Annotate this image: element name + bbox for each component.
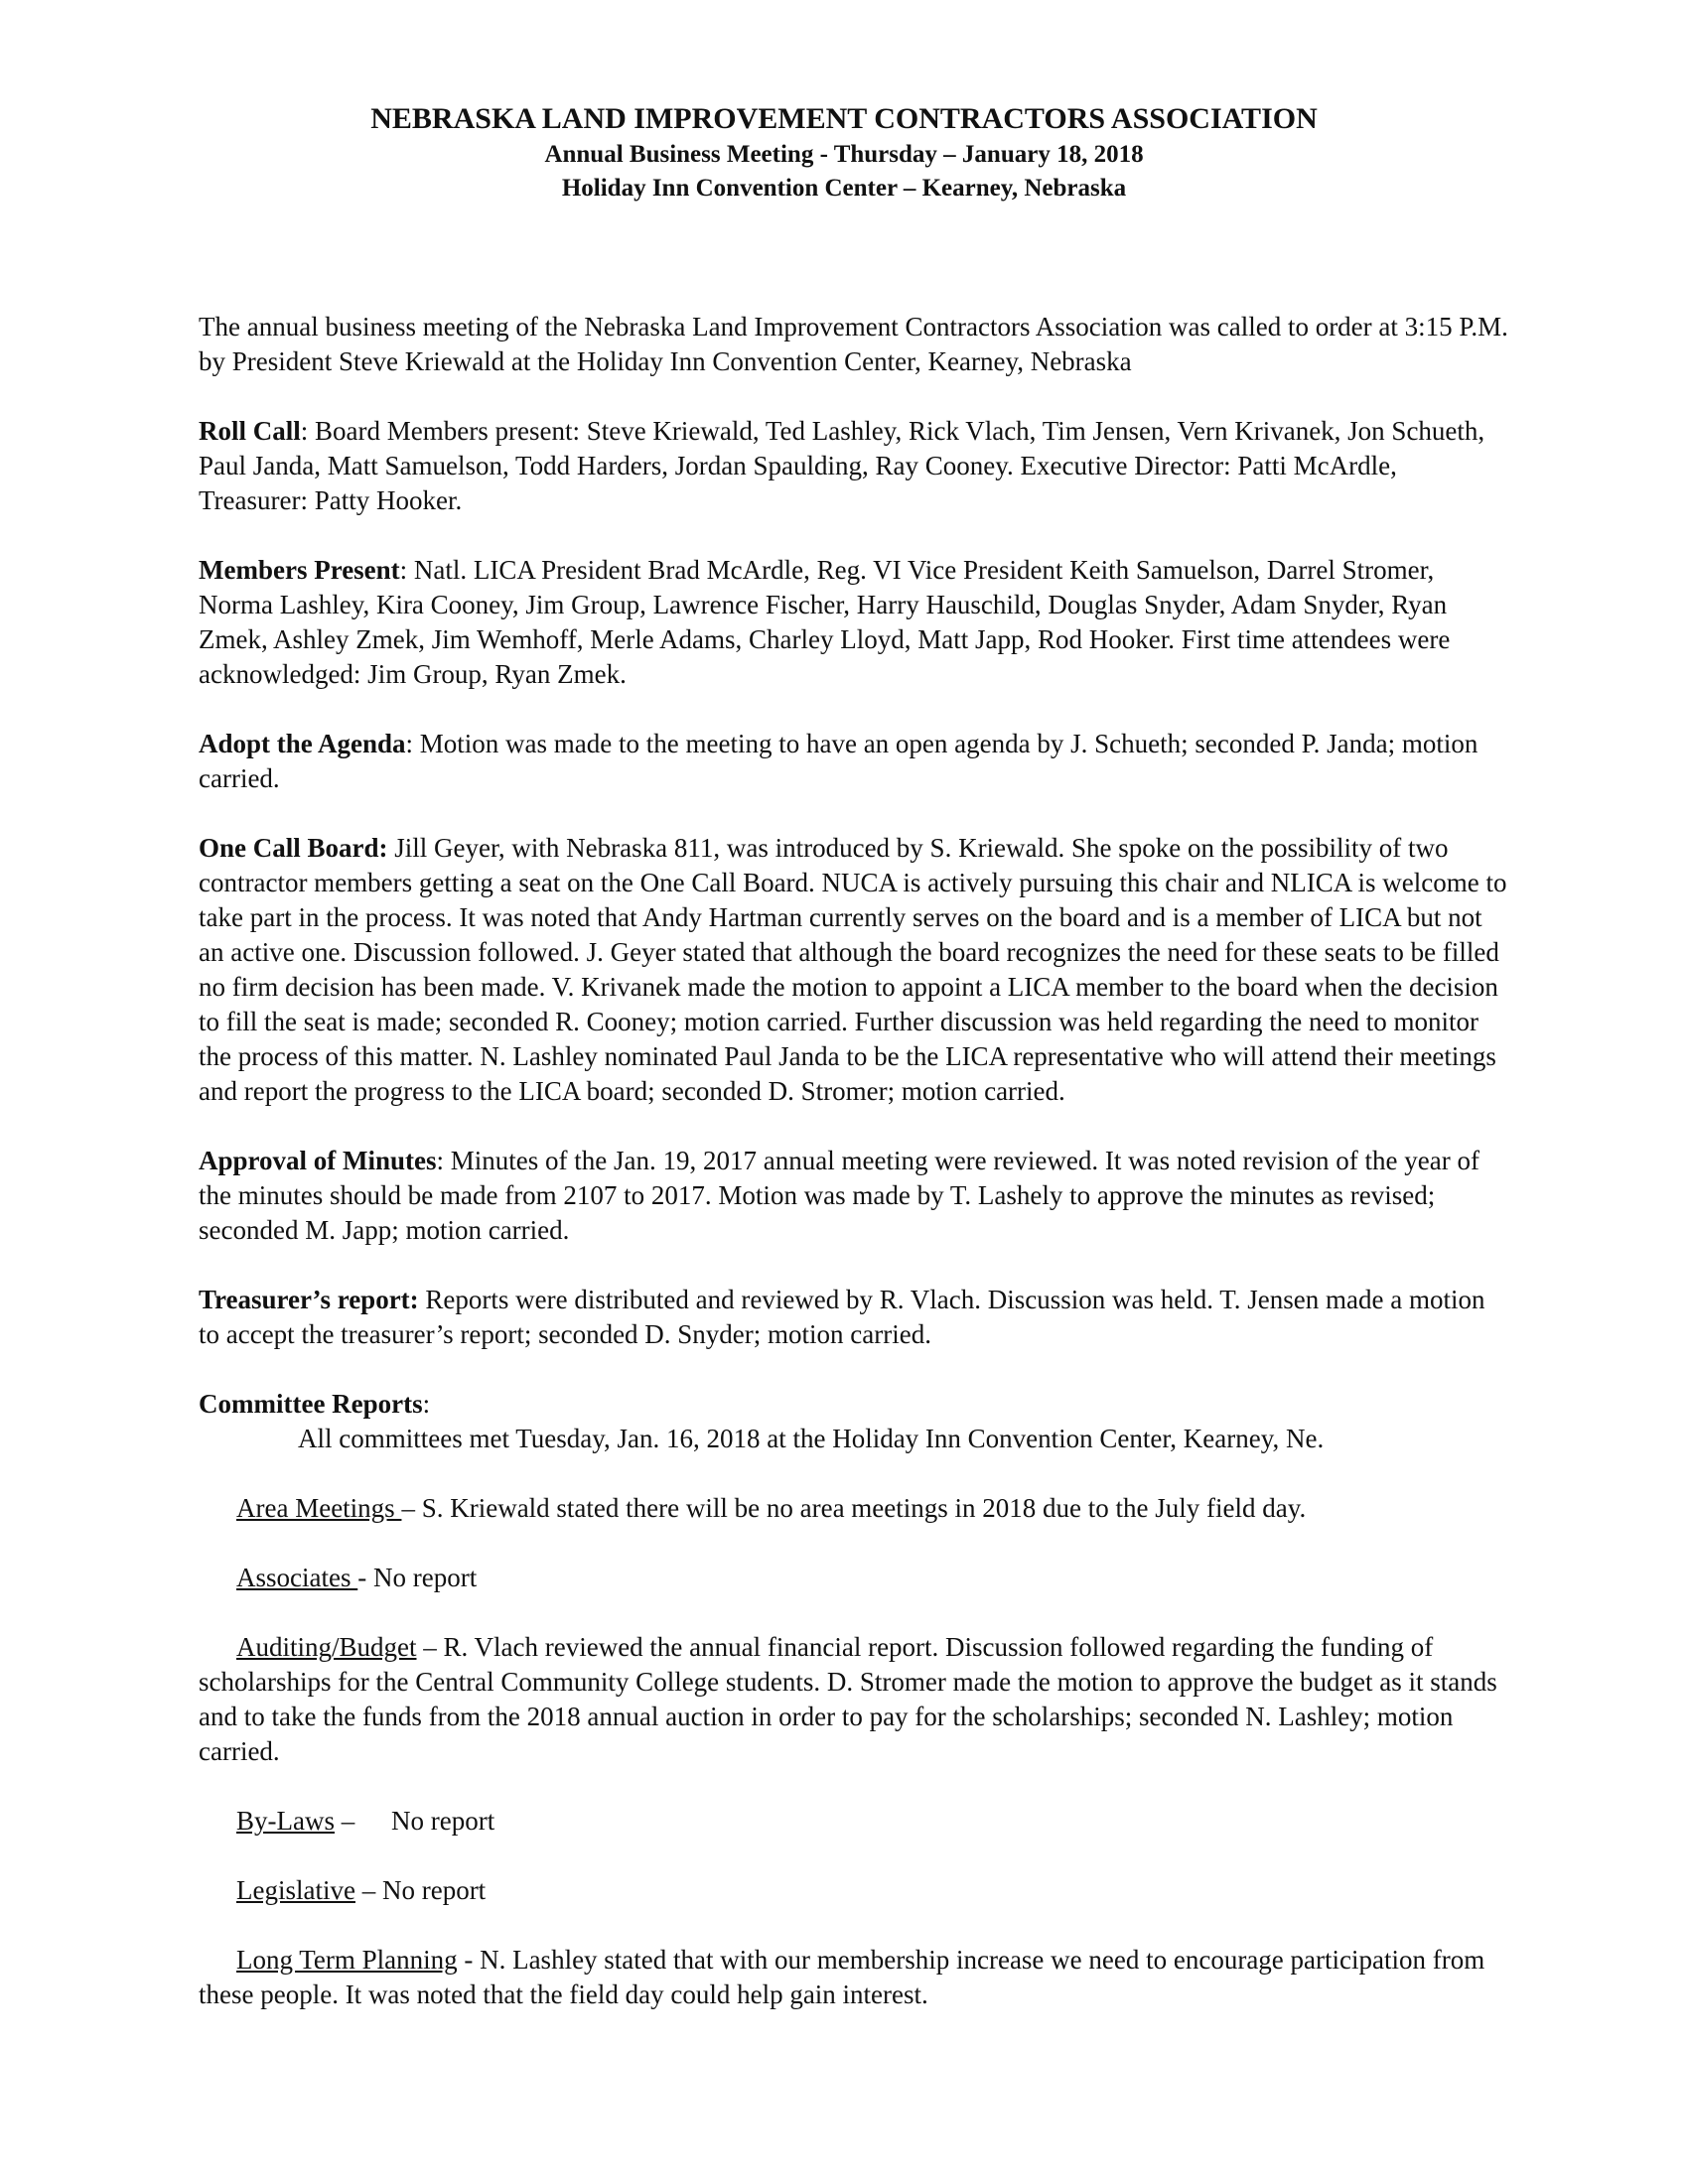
adopt-agenda-paragraph: [199, 727, 1509, 796]
area-meetings-paragraph: [199, 1491, 1509, 1526]
bylaws-text: No report: [390, 1806, 495, 1836]
legislative-label: Legislative: [236, 1875, 355, 1905]
associates-text: - No report: [357, 1563, 478, 1592]
roll-call-text: : Board Members present: Steve Kriewald, Ted Lashley, Rick Vlach, Tim Jensen, Vern Krivanek, Jon Schueth, Paul Janda, Matt Samuelson, Todd Harders, Jordan Spaulding, Ray Cooney. Executive Director: Patti McArdle, Treasurer: Patty Hooker.: [199, 416, 1485, 515]
one-call-text: Jill Geyer, with Nebraska 811, was introduced by S. Kriewald. She spoke on the possibility of two contractor members getting a seat on the One Call Board. NUCA is actively pursuing this chair and NLICA is welcome to take part in the process. It was noted that Andy Hartman currently serves on the board and is a member of LICA but not an active one. Discussion followed. J. Geyer stated that although the board recognizes the need for these seats to be filled no firm decision has been made. V. Krivanek made the motion to appoint a LICA member to the board when the decision to fill the seat is made; seconded R. Cooney; motion carried. Further discussion was held regarding the need to monitor the process of this matter. N. Lashley nominated Paul Janda to be the LICA representative who will attend their meetings and report the progress to the LICA board; seconded D. Stromer; motion carried.: [199, 833, 1507, 1106]
meeting-location: Holiday Inn Convention Center – Kearney, Nebraska: [561, 175, 1127, 202]
organization-title: NEBRASKA LAND IMPROVEMENT CONTRACTORS ASSOCIATION: [370, 102, 1318, 135]
minutes-body: [199, 310, 1509, 2047]
auditing-text: – R. Vlach reviewed the annual financial report. Discussion followed regarding the funding of scholarships for the Central Community College students. D. Stromer made the motion to approve the budget as it stands and to take the funds from the 2018 annual auction in order to pay for the scholarships; seconded N. Lashley; motion carried.: [199, 1632, 1497, 1766]
approval-minutes-label: Approval of Minutes: [199, 1146, 437, 1175]
members-present-label: Members Present: [199, 555, 400, 585]
committee-reports-label: Committee Reports: [199, 1389, 423, 1419]
associates-label: Associates: [236, 1563, 358, 1592]
legislative-text: – No report: [354, 1875, 487, 1905]
meeting-title: Annual Business Meeting - Thursday – January 18, 2018: [544, 141, 1144, 168]
document-header: [0, 100, 1688, 205]
approval-minutes-paragraph: [199, 1144, 1509, 1248]
committee-reports-colon: :: [422, 1389, 431, 1419]
adopt-agenda-text: : Motion was made to the meeting to have an open agenda by J. Schueth; seconded P. Janda; motion carried.: [199, 729, 1478, 793]
one-call-paragraph: [199, 831, 1509, 1109]
area-meetings-text: – S. Kriewald stated there will be no area meetings in 2018 due to the July field day.: [401, 1493, 1307, 1523]
approval-minutes-text: : Minutes of the Jan. 19, 2017 annual meeting were reviewed. It was noted revision of the year of the minutes should be made from 2107 to 2017. Motion was made by T. Lashely to approve the minutes as revised; seconded M. Japp; motion carried.: [199, 1146, 1479, 1245]
roll-call-label: Roll Call: [199, 416, 301, 446]
bylaws-paragraph: [199, 1804, 1509, 1839]
treasurer-paragraph: [199, 1283, 1509, 1352]
members-present-paragraph: [199, 553, 1509, 692]
bylaws-label: By-Laws: [236, 1806, 335, 1836]
treasurer-text: Reports were distributed and reviewed by R. Vlach. Discussion was held. T. Jensen made a motion to accept the treasurer’s report; seconded D. Snyder; motion carried.: [199, 1285, 1485, 1349]
roll-call-paragraph: [199, 414, 1509, 518]
bylaws-dash: –: [334, 1806, 361, 1836]
one-call-label: One Call Board:: [199, 833, 388, 863]
committee-reports-paragraph: [199, 1387, 1509, 1456]
associates-paragraph: [199, 1561, 1509, 1595]
intro-paragraph: The annual business meeting of the Nebraska Land Improvement Contractors Association was called to order at 3:15 P.M. by President Steve Kriewald at the Holiday Inn Convention Center, Kearney, Nebraska: [199, 312, 1508, 376]
long-term-planning-text: - N. Lashley stated that with our membership increase we need to encourage participation from these people. It was noted that the field day could help gain interest.: [199, 1945, 1485, 2009]
auditing-paragraph: [199, 1630, 1509, 1769]
members-present-text: : Natl. LICA President Brad McArdle, Reg. VI Vice President Keith Samuelson, Darrel Stromer, Norma Lashley, Kira Cooney, Jim Group, Lawrence Fischer, Harry Hauschild, Douglas Snyder, Adam Snyder, Ryan Zmek, Ashley Zmek, Jim Wemhoff, Merle Adams, Charley Lloyd, Matt Japp, Rod Hooker. First time attendees were acknowledged: Jim Group, Ryan Zmek.: [199, 555, 1451, 689]
long-term-planning-paragraph: [199, 1943, 1509, 2012]
area-meetings-label: Area Meetings: [236, 1493, 402, 1523]
legislative-paragraph: [199, 1873, 1509, 1908]
treasurer-label: Treasurer’s report:: [199, 1285, 419, 1314]
adopt-agenda-label: Adopt the Agenda: [199, 729, 406, 758]
committee-reports-intro: All committees met Tuesday, Jan. 16, 2018 at the Holiday Inn Convention Center, Kearney, Ne.: [298, 1424, 1325, 1453]
long-term-planning-label: Long Term Planning: [236, 1945, 458, 1975]
auditing-label: Auditing/Budget: [236, 1632, 417, 1662]
